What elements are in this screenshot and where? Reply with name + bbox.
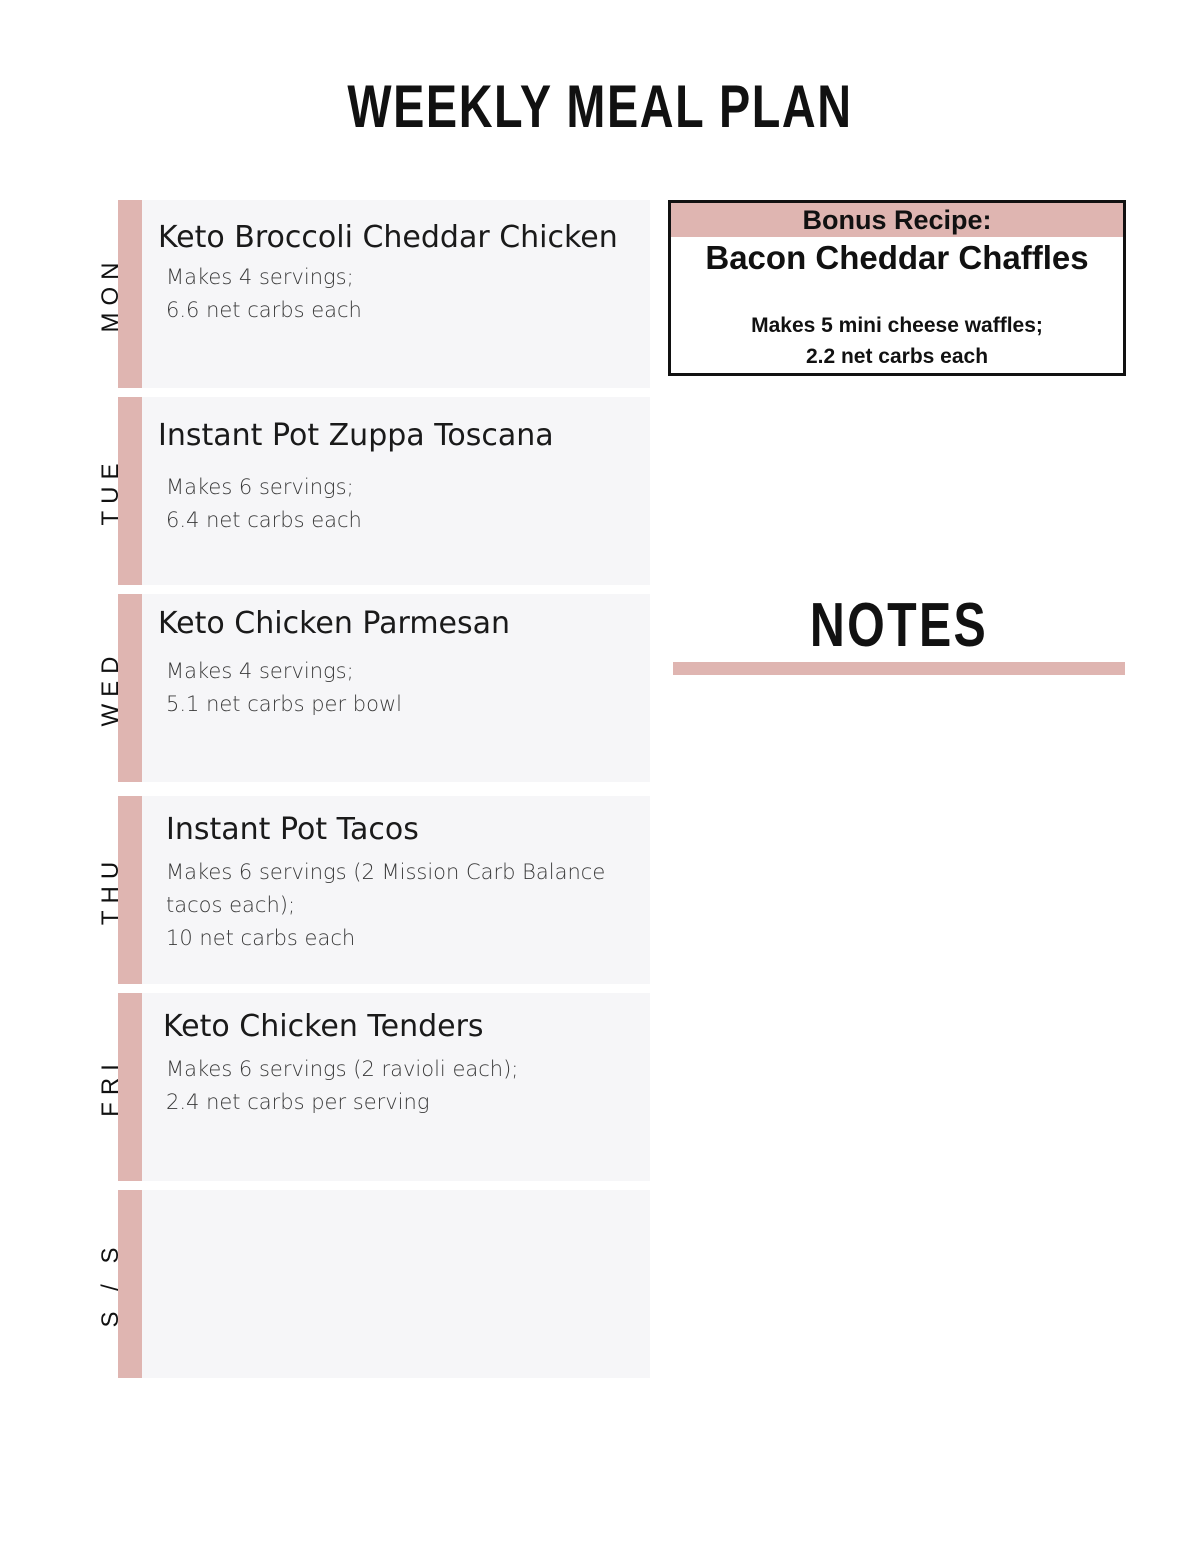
bonus-carbs: 2.2 net carbs each — [805, 345, 989, 368]
meal-servings: Makes 4 servings; — [166, 265, 354, 289]
meal-name: Keto Chicken Tenders — [163, 1009, 484, 1044]
meal-description — [166, 1053, 626, 1119]
meal-servings: Makes 6 servings (2 ravioli each); — [166, 1057, 519, 1081]
meal-carbs: 10 net carbs each — [166, 926, 356, 950]
bonus-recipe-info — [671, 310, 1123, 372]
bonus-recipe-box — [668, 200, 1126, 376]
day-row-tue: TUE Instant Pot Zuppa Toscana Makes 6 servings; 6.4 net carbs each — [118, 397, 650, 585]
day-row-thu: THU Instant Pot Tacos Makes 6 servings (2 Mission Carb Balance tacos each); 10 net carbs each — [118, 796, 650, 984]
meal-servings: Makes 6 servings (2 Mission Carb Balance — [166, 860, 606, 884]
meal-description — [166, 856, 626, 955]
notes-divider — [673, 662, 1125, 675]
meal-carbs: 6.6 net carbs each — [166, 298, 362, 322]
meal-description — [166, 655, 626, 721]
meal-carbs: 2.4 net carbs per serving — [166, 1090, 430, 1114]
bonus-kicker: Bonus Recipe: — [802, 205, 992, 235]
meal-carbs: 5.1 net carbs per bowl — [166, 692, 402, 716]
meal-name: Keto Broccoli Cheddar Chicken — [158, 220, 618, 255]
meal-name: Instant Pot Zuppa Toscana — [158, 418, 554, 453]
meal-description — [166, 471, 626, 537]
bonus-recipe-name: Bacon Cheddar Chaffles — [705, 239, 1089, 276]
meal-name: Keto Chicken Parmesan — [158, 606, 511, 641]
page-title: WEEKLY MEAL PLAN — [347, 73, 853, 140]
day-row-wed: WED Keto Chicken Parmesan Makes 4 servings; 5.1 net carbs per bowl — [118, 594, 650, 782]
notes-title: NOTES — [809, 591, 989, 660]
day-row-mon: MON Keto Broccoli Cheddar Chicken Makes 4 servings; 6.6 net carbs each — [118, 200, 650, 388]
meal-servings-cont: tacos each); — [166, 893, 296, 917]
meal-name: Instant Pot Tacos — [166, 812, 419, 847]
bonus-servings: Makes 5 mini cheese waffles; — [751, 314, 1043, 337]
meal-servings: Makes 6 servings; — [166, 475, 354, 499]
day-row-fri: FRI Keto Chicken Tenders Makes 6 servings (2 ravioli each); 2.4 net carbs per serving — [118, 993, 650, 1181]
meal-description — [166, 261, 626, 327]
meal-servings: Makes 4 servings; — [166, 659, 354, 683]
day-row-weekend: S / S — [118, 1190, 650, 1378]
meal-carbs: 6.4 net carbs each — [166, 508, 362, 532]
